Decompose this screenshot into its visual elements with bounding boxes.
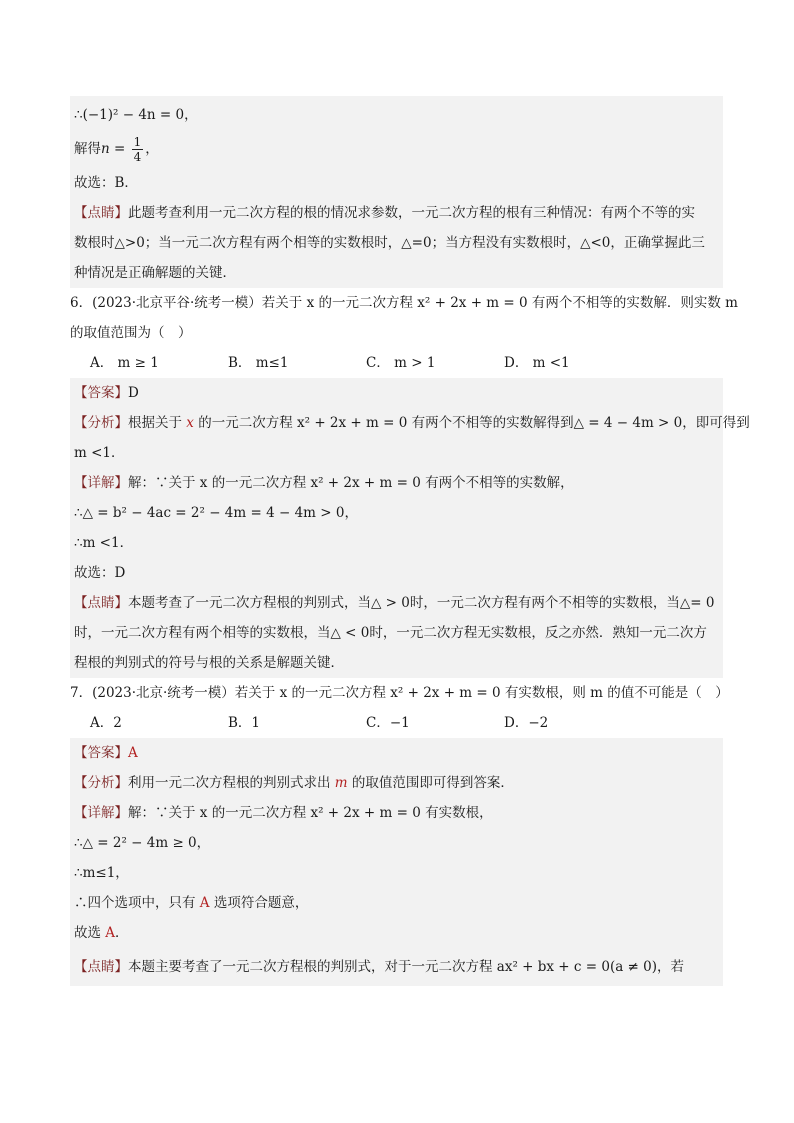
detail-line: ∴m <1． — [74, 535, 134, 551]
comment-text: 此题考查利用一元二次方程的根的情况求参数，一元二次方程的根有三种情况：有两个不等的实 — [128, 205, 695, 221]
comment-line: 时，一元二次方程有两个相等的实数根，当△ < 0时，一元二次方程无实数根，反之亦然．熟知一元二次方 — [74, 625, 707, 641]
option-c: C． m > 1 — [366, 355, 436, 371]
detail-line — [74, 468, 719, 498]
option-list — [70, 708, 723, 738]
denominator: 4 — [133, 150, 142, 164]
text: 根据关于 — [128, 415, 187, 431]
highlight: A — [105, 925, 116, 941]
comment-tag: 【点睛】 — [74, 595, 128, 611]
numerator: 1 — [133, 135, 142, 149]
comment-text: 本题考查了一元二次方程根的判别式，当△ > 0时，一元二次方程有两个不相等的实数根，当△= 0 — [128, 595, 715, 611]
question-6 — [70, 288, 738, 378]
fraction — [132, 135, 144, 164]
text: 选项符合题意， — [209, 895, 309, 911]
text: ∴四个选项中，只有 — [74, 895, 200, 911]
detail-line: ∴m≤1， — [74, 865, 129, 881]
comment-line: 数根时△>0；当一元二次方程有两个相等的实数根时，△=0；当方程没有实数根时，△<0，正确掌握此三 — [74, 235, 705, 251]
question-7 — [70, 678, 729, 738]
answer-line — [74, 738, 719, 768]
answer-value: A — [128, 745, 138, 761]
text: 的一元二次方程 x² + 2x + m = 0 有两个不相等的实数解得到△ = 4 − 4m > 0，即可得到 — [193, 415, 750, 431]
solution-block-q7 — [70, 738, 723, 986]
detail-tag: 【详解】 — [74, 475, 128, 491]
comment-tag: 【点睛】 — [74, 959, 128, 975]
detail-tag: 【详解】 — [74, 805, 128, 821]
question-stem: 6．(2023·北京平谷·统考一模）若关于 x 的一元二次方程 x² + 2x + m = 0 有两个不相等的实数解．则实数 m — [70, 295, 738, 311]
text: 故选 — [74, 925, 106, 941]
analysis-tag: 【分析】 — [74, 775, 128, 791]
option-d: D． m <1 — [504, 355, 570, 371]
text: 解得 — [74, 141, 101, 157]
text: ． — [115, 925, 129, 941]
detail-line — [74, 888, 719, 918]
option-d: D．−2 — [504, 715, 549, 731]
variable: x — [186, 415, 194, 431]
comment-line — [74, 588, 719, 618]
comment-line — [74, 948, 719, 986]
answer-line — [74, 378, 719, 408]
analysis-line — [74, 408, 750, 438]
comment-line — [74, 198, 719, 228]
variable: m — [334, 775, 348, 791]
answer-tag: 【答案】 — [74, 745, 128, 761]
comment-line: 种情况是正确解题的关键． — [74, 265, 236, 281]
solution-line — [74, 130, 719, 168]
equation-line: ∴(−1)² − 4n = 0， — [74, 107, 198, 123]
detail-line: 故选：D — [74, 565, 126, 581]
text: 利用一元二次方程根的判别式求出 — [128, 775, 335, 791]
question-stem: 7．(2023·北京·统考一模）若关于 x 的一元二次方程 x² + 2x + m = 0 有实数根，则 m 的值不可能是（ ） — [70, 685, 729, 701]
option-a: A．2 — [90, 715, 122, 731]
option-list — [70, 348, 723, 378]
text: 的取值范围即可得到答案． — [347, 775, 514, 791]
text: 解：∵关于 x 的一元二次方程 x² + 2x + m = 0 有两个不相等的实数解， — [128, 475, 574, 491]
option-c: C．−1 — [366, 715, 410, 731]
question-stem: 的取值范围为（ ） — [70, 325, 192, 341]
analysis-line — [74, 768, 719, 798]
analysis-tag: 【分析】 — [74, 415, 128, 431]
choice-line: 故选：B． — [74, 175, 138, 191]
answer-value: D — [128, 385, 139, 401]
text: ， — [145, 141, 159, 157]
text: 解：∵关于 x 的一元二次方程 x² + 2x + m = 0 有实数根， — [128, 805, 493, 821]
highlight: A — [199, 895, 210, 911]
option-a: A． m ≥ 1 — [90, 355, 159, 371]
comment-text: 本题主要考查了一元二次方程根的判别式，对于一元二次方程 ax² + bx + c = 0(a ≠ 0)，若 — [128, 959, 685, 975]
comment-line: 程根的判别式的符号与根的关系是解题关键． — [74, 655, 344, 671]
detail-line — [74, 798, 719, 828]
solution-block-q5 — [70, 96, 723, 288]
variable: n — [101, 141, 110, 157]
detail-line: ∴△ = b² − 4ac = 2² − 4m = 4 − 4m > 0， — [74, 505, 358, 521]
detail-line: ∴△ = 2² − 4m ≥ 0， — [74, 835, 211, 851]
answer-tag: 【答案】 — [74, 385, 128, 401]
option-b: B．1 — [228, 715, 261, 731]
comment-tag: 【点睛】 — [74, 205, 128, 221]
document-page — [70, 96, 750, 986]
option-b: B． m≤1 — [228, 355, 289, 371]
detail-line — [74, 918, 719, 948]
analysis-line: m <1． — [74, 445, 125, 461]
solution-block-q6 — [70, 378, 750, 678]
text: = — [109, 141, 130, 157]
